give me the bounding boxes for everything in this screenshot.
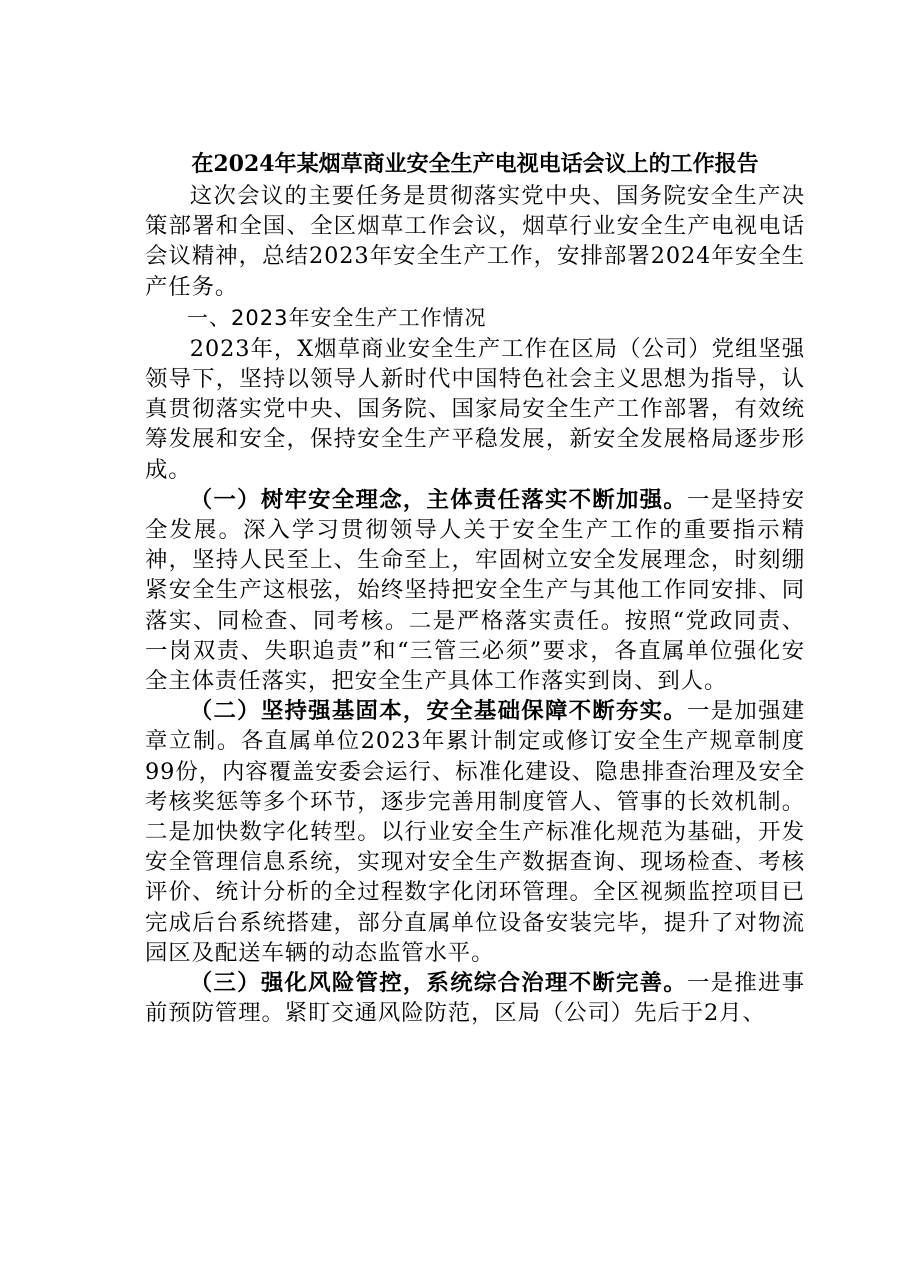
item-1-body: 一是坚持安全发展。深入学习贯彻领导人关于安全生产工作的重要指示精神，坚持人民至上、生命至上，牢固树立安全发展理念，时刻绷紧安全生产这根弦，始终坚持把安全生产与其他工作同安排、同落实、同检查、同考核。二是严格落实责任。按照“党政同责、一岗双责、失职追责”和“三管三必须”要求，各直属单位强化安全主体责任落实，把安全生产具体工作落实到岗、到人。 — [145, 486, 805, 695]
item-2-lead: （二）坚持强基固本，安全基础保障不断夯实。 — [189, 698, 687, 725]
item-3-paragraph — [145, 968, 805, 1028]
item-3-body: 一是推进事前预防管理。紧盯交通风险防范，区局（公司）先后于2月、 — [145, 970, 805, 1027]
item-2-body: 一是加强建章立制。各直属单位2023年累计制定或修订安全生产规章制度99份，内容覆盖安委会运行、标准化建设、隐患排查治理及安全考核奖惩等多个环节，逐步完善用制度管人、管事的长效机制。二是加快数字化转型。以行业安全生产标准化规范为基础，开发安全管理信息系统，实现对安全生产数据查询、现场检查、考核评价、统计分析的全过程数字化闭环管理。全区视频监控项目已完成后台系统搭建，部分直属单位设备安装完毕，提升了对物流园区及配送车辆的动态监管水平。 — [145, 698, 805, 966]
section-heading-1: 一、2023年安全生产工作情况 — [187, 305, 487, 330]
section-1-paragraph: 2023年，X烟草商业安全生产工作在区局（公司）党组坚强领导下，坚持以领导人新时代中国特色社会主义思想为指导，认真贯彻落实党中央、国务院、国家局安全生产工作部署，有效统筹发展和安全，保持安全生产平稳发展，新安全发展格局逐步形成。 — [145, 335, 805, 483]
item-2-paragraph — [145, 696, 805, 968]
intro-paragraph: 这次会议的主要任务是贯彻落实党中央、国务院安全生产决策部署和全国、全区烟草工作会议，烟草行业安全生产电视电话会议精神，总结2023年安全生产工作，安排部署2024年安全生产任务。 — [145, 183, 805, 300]
item-3-lead: （三）强化风险管控，系统综合治理不断完善。 — [189, 970, 687, 997]
document-title: 在2024年某烟草商业安全生产电视电话会议上的工作报告 — [191, 151, 759, 177]
item-1-paragraph — [145, 485, 805, 696]
document-page — [145, 148, 805, 1028]
item-1-lead: （一）树牢安全理念，主体责任落实不断加强。 — [189, 486, 687, 513]
